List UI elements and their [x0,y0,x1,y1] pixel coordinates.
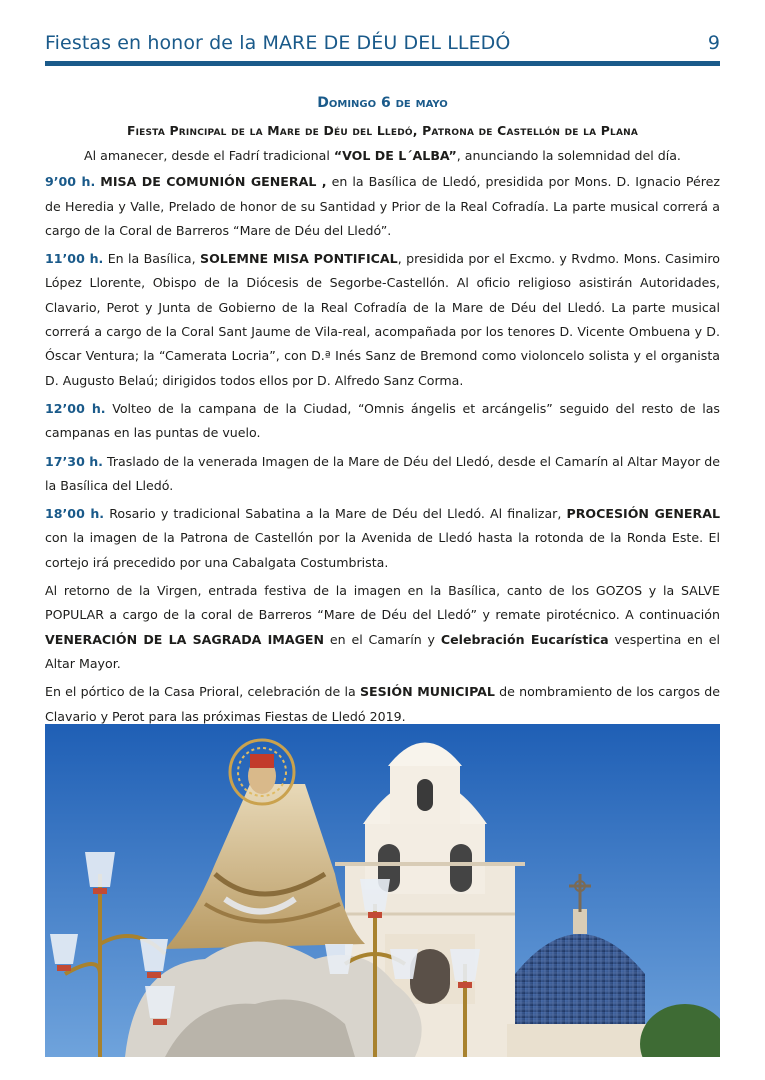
program-text [45,93,720,733]
header-title: Fiestas en honor de la MARE DE DÉU DEL LLEDÓ [45,32,511,54]
event-0900: 9’00 h. MISA DE COMUNIÓN GENERAL , en la Basílica de Lledó, presidida por Mons. D. Ignacio Pérez de Heredia y Valle, Prelado de honor de su Santidad y Prior de la Real Cofradía. La parte musical correrá a cargo de la Coral de Barreros “Mare de Déu del Lledó”. [45,174,720,238]
intro-paragraph: Al amanecer, desde el Fadrí tradicional “VOL DE L´ALBA”, anunciando la solemnidad del día. [84,148,681,163]
event-1100: 11’00 h. En la Basílica, SOLEMNE MISA PONTIFICAL, presidida por el Excmo. y Rvdmo. Mons. Casimiro López Llorente, Obispo de la Diócesis de Segorbe-Castellón. Al oficio religioso asistirán Autoridades, Clavario, Perot y Junta de Gobierno de la Real Cofradía de la Mare de Déu del Lledó. La parte musical correrá a cargo de la Coral Sant Jaume de Vila-real, acompañada por los tenores D. Vicente Ombuena y D. Óscar Ventura; la “Camerata Locria”, con D.ª Inés Sanz de Bremond como violoncelo solista y el organista D. Augusto Belaú; dirigidos todos ellos por D. Alfredo Sanz Corma. [45,251,720,388]
event-time: 17’30 h. [45,453,103,469]
portico-paragraph: En el pórtico de la Casa Prioral, celebración de la SESIÓN MUNICIPAL de nombramiento de los cargos de Clavario y Perot para las próximas Fiestas de Lledó 2019. [45,684,720,724]
running-header [45,30,720,60]
event-1200: 12’00 h. Volteo de la campana de la Ciudad, “Omnis ángelis et arcángelis” seguido del resto de las campanas en las puntas de vuelo. [45,400,720,441]
event-1730: 17’30 h. Traslado de la venerada Imagen de la Mare de Déu del Lledó, desde el Camarín al Altar Mayor de la Basílica del Lledó. [45,453,721,493]
page-number: 9 [707,32,720,54]
retorno-paragraph: Al retorno de la Virgen, entrada festiva de la imagen en la Basílica, canto de los GOZOS y la SALVE POPULAR a cargo de la coral de Barreros “Mare de Déu del Lledó” y remate pirotécnico. A continuación VENERACIÓN DE LA SAGRADA IMAGEN en el Camarín y Celebración Eucarística vespertina en el Altar Mayor. [45,583,720,671]
basilica-procession-illustration [45,724,720,1057]
header-rule [45,61,720,66]
procession-photo [45,724,720,1057]
event-time: 11’00 h. [45,251,104,267]
event-1800: 18’00 h. Rosario y tradicional Sabatina a la Mare de Déu del Lledó. Al finalizar, PROCESIÓN GENERAL con la imagen de la Patrona de Castellón por la Avenida de Lledó hasta la rotonda de la Ronda Este. El cortejo irá precedido por una Cabalgata Costumbrista. [45,506,720,570]
event-time: 9’00 h. [45,174,96,190]
fiesta-heading: Fiesta Principal de la Mare de Déu del Lledó, Patrona de Castellón de la Plana [126,123,639,138]
event-time: 18’00 h. [45,506,105,522]
day-heading: Domingo 6 de mayo [317,95,448,111]
event-time: 12’00 h. [45,400,106,416]
